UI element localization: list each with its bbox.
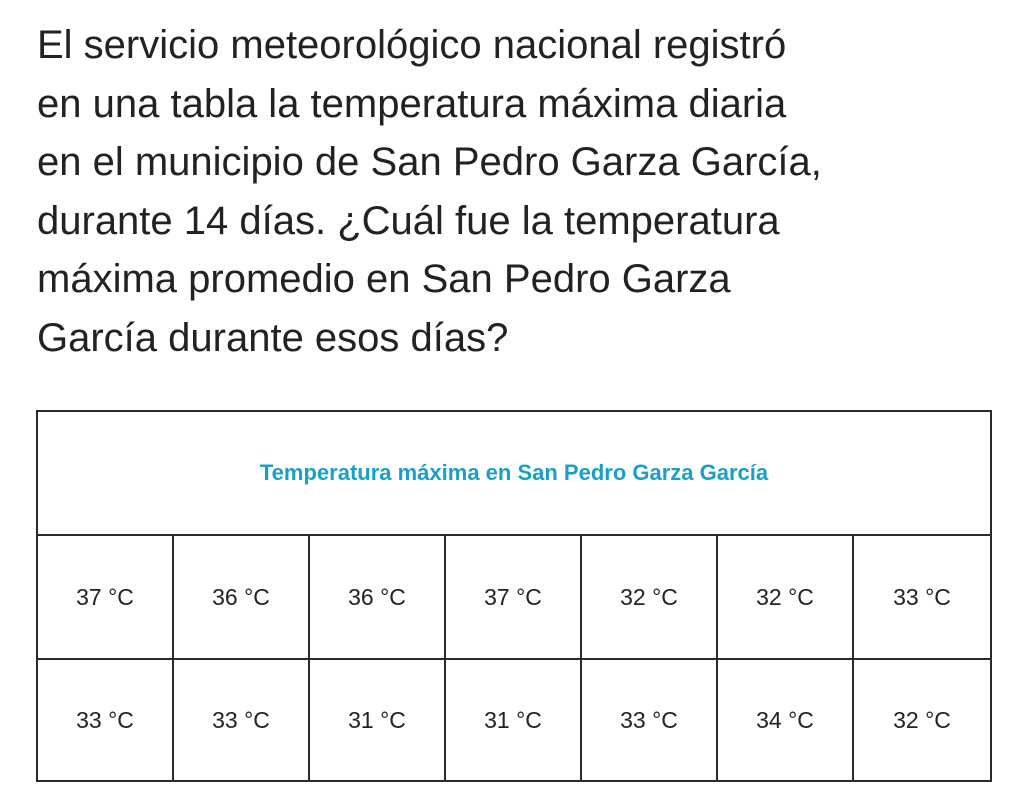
table-cell: 33 °C <box>581 659 717 781</box>
table-cell: 33 °C <box>853 535 991 659</box>
table-row <box>37 659 991 781</box>
table-cell: 31 °C <box>445 659 581 781</box>
table-cell: 36 °C <box>173 535 309 659</box>
table-cell: 33 °C <box>37 659 173 781</box>
question-text: El servicio meteorológico nacional registró en una tabla la temperatura máxima diaria en el municipio de San Pedro Garza García, durante 14 días. ¿Cuál fue la temperatura máxima promedio en San Pedro Garza García durante esos días? <box>37 23 822 360</box>
table-cell: 32 °C <box>717 535 853 659</box>
table-header-row <box>37 411 991 535</box>
table-cell: 37 °C <box>37 535 173 659</box>
table-cell: 34 °C <box>717 659 853 781</box>
temperature-table <box>36 410 992 782</box>
table-cell: 37 °C <box>445 535 581 659</box>
table-row <box>37 535 991 659</box>
table-cell: 31 °C <box>309 659 445 781</box>
table-cell: 32 °C <box>853 659 991 781</box>
table-cell: 36 °C <box>309 535 445 659</box>
table-cell: 32 °C <box>581 535 717 659</box>
table-cell: 33 °C <box>173 659 309 781</box>
table-title: Temperatura máxima en San Pedro Garza García <box>37 411 991 535</box>
